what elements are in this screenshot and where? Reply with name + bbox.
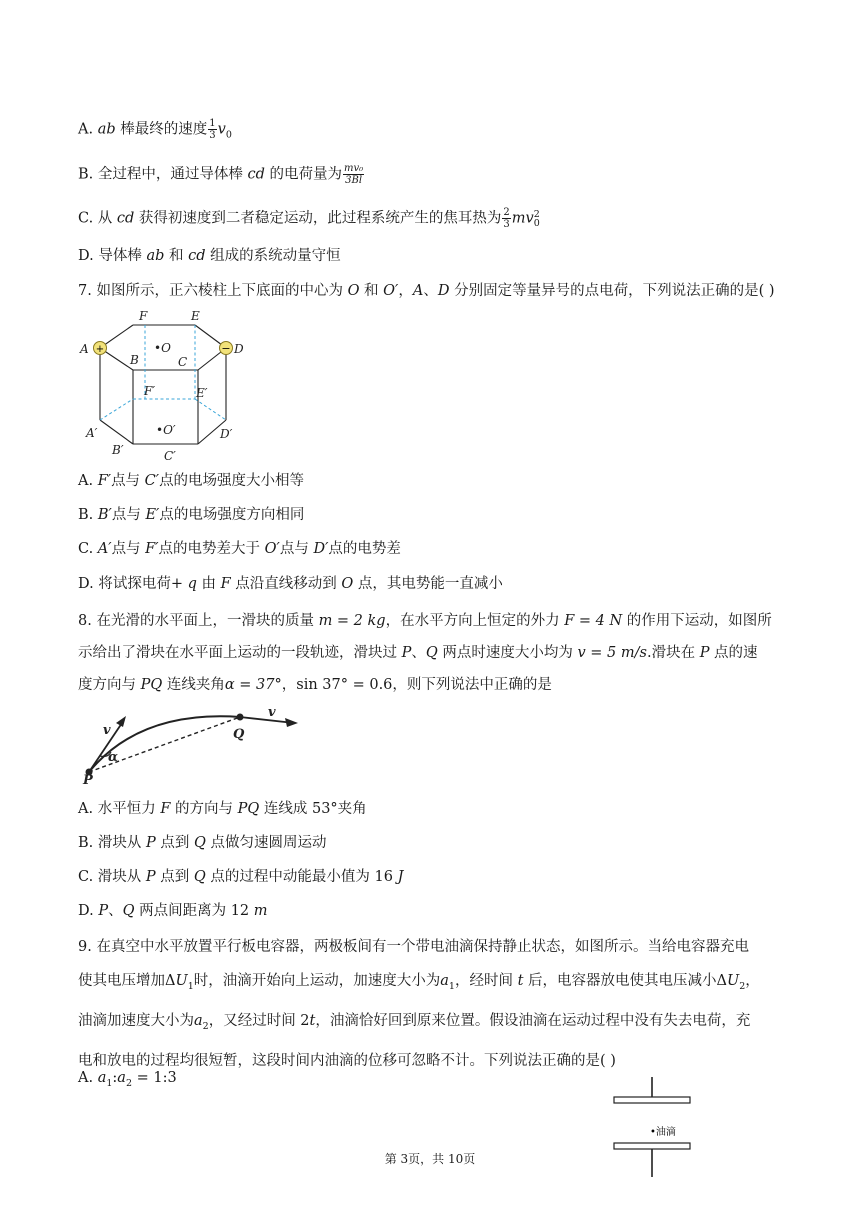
q7-option-c: C. A′点与 F′点的电势差大于 O′点与 D′点的电势差: [78, 541, 401, 557]
q7-stem: 7. 如图所示，正六棱柱上下底面的中心为 O 和 O′，A、D 分别固定等量异号的点电荷，下列说法正确的是( ): [78, 283, 775, 299]
q8-option-c: C. 滑块从 P 点到 Q 点的过程中动能最小值为 16 J: [78, 869, 404, 885]
svg-text:•油滴: •油滴: [650, 1127, 676, 1138]
svg-text:A: A: [80, 342, 89, 356]
q8-option-a: A. 水平恒力 F 的方向与 PQ 连线成 53°夹角: [78, 801, 367, 817]
svg-text:E: E: [191, 309, 200, 323]
svg-text:•O: •O: [154, 341, 171, 355]
q6-option-b: B. 全过程中，通过导体棒 cd 的电荷量为 $\frac{\text{mv₀}}{3Bl}$: [78, 163, 364, 186]
q7-option-a: A. F′点与 C′点的电场强度大小相等: [78, 473, 305, 489]
q7-option-b: B. B′点与 E′点的电场强度方向相同: [78, 507, 305, 523]
q9-option-a: A. $a_1:a_2$ = 1:3: [78, 1070, 177, 1089]
svg-text:α: α: [108, 750, 119, 765]
svg-text:v: v: [268, 705, 276, 720]
svg-text:E′: E′: [196, 386, 208, 400]
q8-option-b: B. 滑块从 P 点到 Q 点做匀速圆周运动: [78, 835, 327, 851]
svg-text:D: D: [234, 342, 244, 356]
q7-option-d: D. 将试探电荷+ q 由 F 点沿直线移动到 O 点，其电势能一直减小: [78, 576, 503, 592]
svg-text:•O′: •O′: [156, 423, 176, 437]
hexagonal-prism-figure: [78, 304, 248, 464]
q8-stem: 8. 在光滑的水平面上，一滑块的质量 m = 2 kg，在水平方向上恒定的外力 F = 4 N 的作用下运动，如图所 示给出了滑块在水平面上运动的一段轨迹，滑块过 P、Q 两点时速度大小均为 v = 5 m/s.滑块在 P 点的速 度方向与 PQ 连线夹角α = 37°，sin 37° = 0.6，则下列说法中正确的是: [78, 613, 772, 693]
svg-text:F: F: [139, 309, 148, 323]
svg-text:D′: D′: [220, 427, 233, 441]
svg-text:F′: F′: [144, 384, 156, 398]
q6-option-a: A. ab 棒最终的速度 $\frac{1}{3}$ $v_0$: [78, 118, 232, 141]
svg-text:C: C: [178, 355, 188, 369]
q6-option-d: D. 导体棒 ab 和 cd 组成的系统动量守恒: [78, 248, 341, 264]
q6-option-c: C. 从 cd 获得初速度到二者稳定运动，此过程系统产生的焦耳热为 $\frac{2}{3}$ mv 2 0: [78, 207, 540, 230]
page-footer: 第 3页，共 10页: [384, 1152, 476, 1166]
svg-text:Q: Q: [233, 727, 245, 742]
svg-text:C′: C′: [164, 449, 176, 463]
svg-text:B′: B′: [112, 443, 124, 457]
trajectory-figure: [80, 700, 310, 784]
svg-text:B: B: [130, 353, 139, 367]
q8-option-d: D. P、Q 两点间距离为 12 m: [78, 903, 268, 919]
svg-text:A′: A′: [86, 426, 98, 440]
svg-text:P: P: [83, 773, 93, 784]
svg-text:v: v: [103, 723, 111, 738]
svg-text:−: −: [221, 342, 231, 355]
q9-stem: 9. 在真空中水平放置平行板电容器，两极板间有一个带电油滴保持静止状态，如图所示。当给电容器充电 使其电压增加$\Delta U_1$时，油滴开始向上运动，加速度大小为$a_1$，经时间 t 后，电容器放电使其电压减小$\Delta U_2$， 油滴加速度大小为$a_2$，又经过时间 2t，油滴恰好回到原来位置。假设油滴在运动过程中没有失去电荷，充 电和放电的过程均很短暂，这段时间内油滴的位移可忽略不计。下列说法正确的是( ): [78, 939, 760, 1069]
svg-text:+: +: [95, 344, 105, 355]
